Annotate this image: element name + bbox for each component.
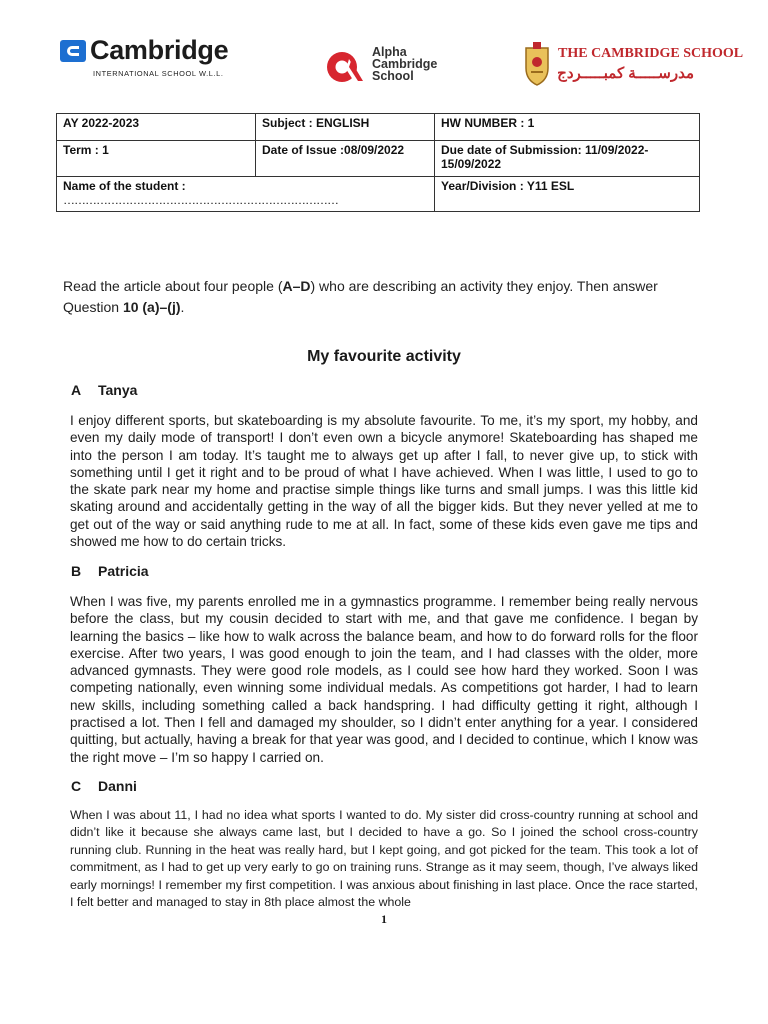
instructions-letters: A–D <box>282 278 311 294</box>
instructions-text-1: Read the article about four people ( <box>63 278 283 294</box>
instructions-text-2: ) who are describing an activity they enjoy. Then answer Question <box>63 278 658 315</box>
cambridge-logo-name: Cambridge <box>90 35 229 65</box>
table-row <box>57 141 700 177</box>
student-name-blank: ………………………………………………………………… <box>63 193 338 207</box>
section-name: Patricia <box>98 563 149 579</box>
student-name-label: Name of the student : <box>63 179 186 193</box>
student-name-cell <box>57 177 435 212</box>
due-date-cell: Due date of Submission: 11/09/2022-15/09/2022 <box>435 141 700 177</box>
table-row <box>57 114 700 141</box>
section-text-b: When I was five, my parents enrolled me in a gymnastics programme. I remember being really nervous before the class, but my cousin decided to start with me, and that gave me confidence. I began by learning the basics – like how to walk across the balance beam, and how to do forward rolls for the floor exercise. After two years, I was good enough to join the team, and I had classes with the older, more advanced gymnasts. They were good role models, as I could see how hard they worked. Soon I was competing nationally, even winning some individual medals. As competitions got harder, I had to learn new skills, including something called a back handspring. I had difficulty getting it right, although I practised a lot. Then I fell and damaged my shoulder, so I didn’t enter anything for a year. I considered quitting, but actually, having a break for that year was good, and I decided to continue, which I know was the right move – I’m so happy I carried on. <box>70 594 698 765</box>
alpha-logo-line2: Cambridge <box>372 57 438 71</box>
instructions <box>63 276 703 318</box>
school-english-name: THE CAMBRIDGE SCHOOL <box>558 46 744 61</box>
instructions-text-3: . <box>180 299 185 315</box>
year-division-cell: Year/Division : Y11 ESL <box>435 177 700 212</box>
alpha-logo-line3: School <box>372 69 414 83</box>
page-number: 1 <box>381 912 387 926</box>
school-arabic-name: مدرســـــة كمبـــــردج <box>557 65 694 82</box>
term-cell: Term : 1 <box>57 141 256 177</box>
academic-year-cell: AY 2022-2023 <box>57 114 256 141</box>
section-text-c: When I was about 11, I had no idea what sports I wanted to do. My sister did cross-country running at school and didn’t like it because she always came last, but I decided to have a go. So I joined the school cross-country running club. Running in the heat was really hard, but I kept going, and got picked for the team. This took a lot of commitment, as I had to get up very early to go on training runs. Strange as it may seem, though, I’ve always liked early mornings! I remember my first competition. I was anxious about finishing in last place. Once the race started, I felt better and managed to stay in 8th place almost the whole <box>70 808 698 910</box>
school-crest-icon <box>522 42 552 86</box>
cambridge-logo-icon <box>60 40 86 62</box>
section-name: Tanya <box>98 382 138 398</box>
homework-info-table <box>56 113 700 212</box>
alpha-cambridge-logo <box>325 44 465 88</box>
section-letter: A <box>71 382 82 398</box>
subject-cell: Subject : ENGLISH <box>256 114 435 141</box>
hw-number-cell: HW NUMBER : 1 <box>435 114 700 141</box>
section-name: Danni <box>98 778 137 794</box>
cambridge-international-logo <box>60 35 250 82</box>
section-heading-b <box>71 563 149 579</box>
alpha-logo-icon <box>325 49 365 85</box>
section-heading-a <box>71 382 137 398</box>
table-row <box>57 177 700 212</box>
cambridge-logo-subtitle: INTERNATIONAL SCHOOL W.L.L. <box>93 69 224 78</box>
section-letter: B <box>71 563 82 579</box>
the-cambridge-school-logo <box>518 42 744 90</box>
section-text-a: I enjoy different sports, but skateboarding is my absolute favourite. To me, it’s my sport, my hobby, and even my daily mode of transport! I don’t even own a bicycle anymore! Skateboarding has shaped me into the person I am today. It’s taught me to always get up after I fall, to never give up, to stick with something until I get it right and to be proud of what I have achieved. When I was little, I used to go to the skate park near my home and practise simple things like turns and small jumps. I was this little kid skating around and accidentally getting in the way of all the bigger kids. But they never yelled at me to get out of the way or said anything rude to me at all. In fact, some of these kids even gave me tips and showed me how to do certain tricks. <box>70 413 698 550</box>
section-letter: C <box>71 778 82 794</box>
issue-date-cell: Date of Issue :08/09/2022 <box>256 141 435 177</box>
section-heading-c <box>71 778 137 794</box>
alpha-logo-line1: Alpha <box>372 45 407 59</box>
instructions-question: 10 (a)–(j) <box>122 299 181 315</box>
article-title: My favourite activity <box>307 348 461 365</box>
